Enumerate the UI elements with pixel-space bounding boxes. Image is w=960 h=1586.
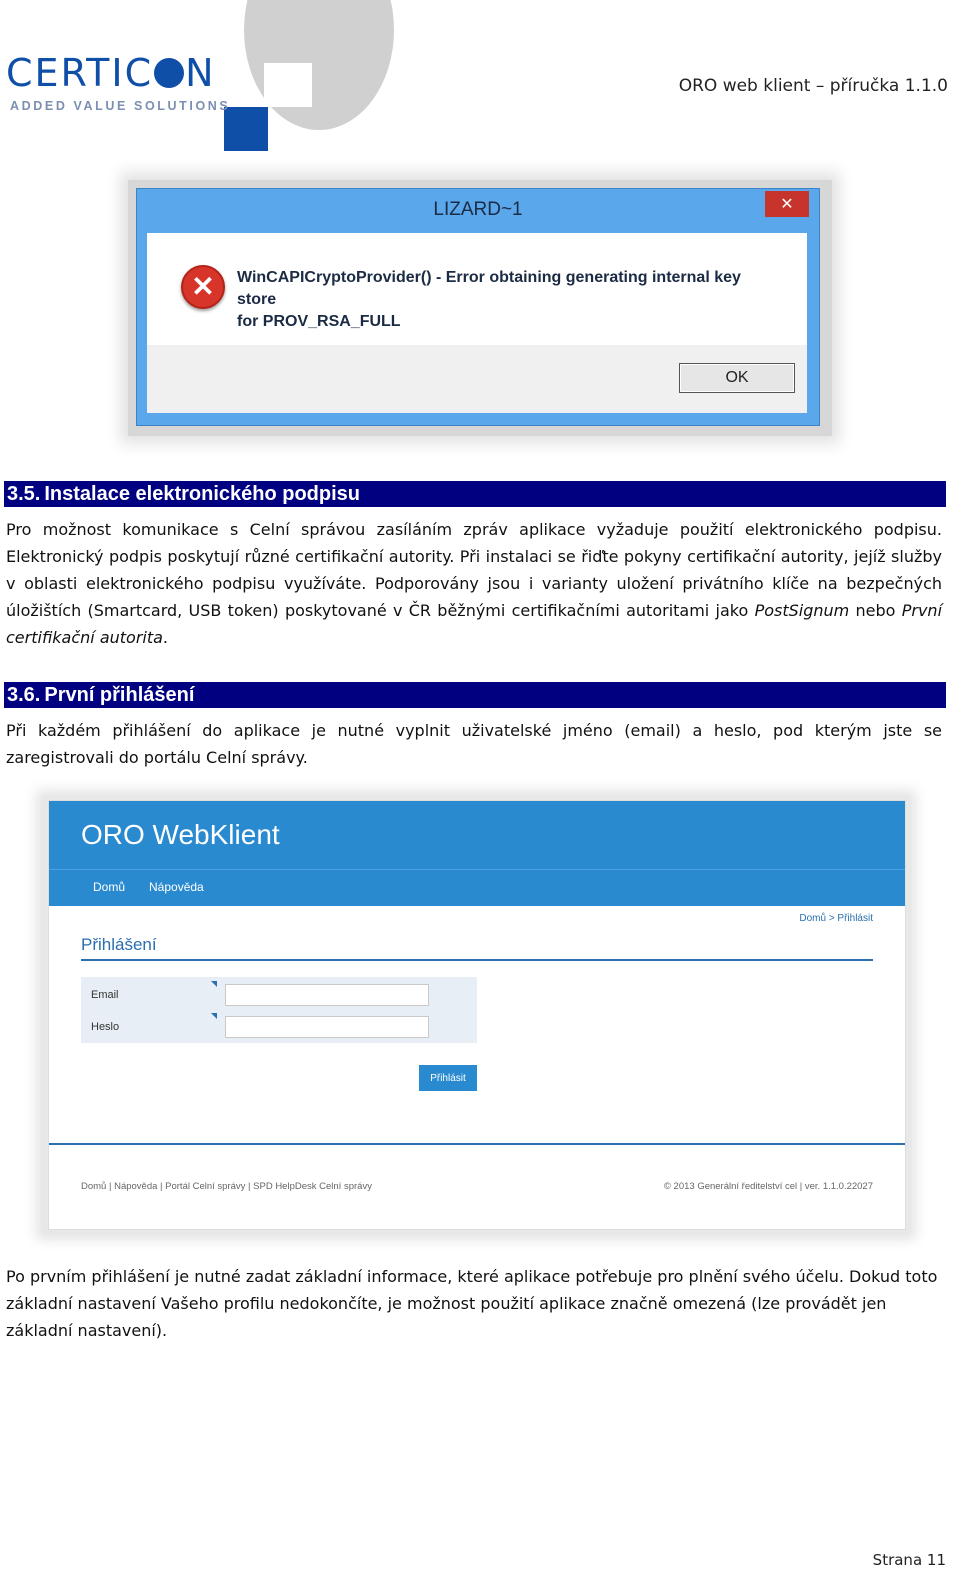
section-title: Instalace elektronického podpisu: [44, 483, 361, 505]
footer-copyright: © 2013 Generální ředitelství cel | ver. 1.1.0.22027: [663, 1181, 873, 1192]
nav-item-napoveda[interactable]: Nápověda: [149, 880, 204, 894]
breadcrumb[interactable]: Domů > Přihlásit: [799, 913, 873, 924]
section-3-5-paragraph: [6, 516, 942, 651]
login-screenshot: [48, 800, 906, 1230]
section-title: První přihlášení: [44, 684, 195, 706]
logo-text-right: N: [185, 51, 216, 95]
required-marker-icon: [211, 1013, 217, 1019]
login-form: [81, 977, 477, 1043]
error-message-line1: WinCAPICryptoProvider() - Error obtaining generating internal key store: [237, 269, 741, 308]
emphasis-postsignum: PostSignum: [754, 601, 850, 620]
logo-white-square: [264, 63, 312, 107]
ok-button[interactable]: OK: [679, 363, 795, 393]
main-nav: [49, 869, 905, 906]
app-header: [49, 801, 905, 905]
error-dialog: [136, 188, 820, 426]
emphasis-prvni-ca: První certifikační autorita: [6, 601, 943, 647]
heading-divider: [81, 959, 873, 961]
email-label: Email: [91, 989, 119, 1001]
logo-wordmark: [6, 51, 216, 95]
error-message: [237, 267, 777, 333]
section-heading-3-5: [4, 481, 946, 507]
paragraph-text: nebo: [849, 601, 902, 620]
footer-divider: [49, 1143, 905, 1145]
password-label: Heslo: [91, 1021, 120, 1033]
login-button[interactable]: Přihlásit: [419, 1065, 477, 1091]
closing-paragraph: Po prvním přihlášení je nutné zadat základní informace, které aplikace potřebuje pro plnění svého účelu. Dokud toto základní nastavení Vašeho profilu nedokončíte, je možnost použití aplikace značně omezená (lze provádět jen základní nastavení).: [6, 1267, 938, 1340]
section-number: 3.5.: [7, 483, 41, 505]
error-message-line2: for PROV_RSA_FULL: [237, 313, 401, 330]
document-title: ORO web klient – příručka 1.1.0: [678, 76, 948, 96]
page-number: Strana 11: [872, 1551, 946, 1569]
password-field[interactable]: [225, 1016, 429, 1038]
nav-item-domu[interactable]: Domů: [93, 880, 126, 894]
section-number: 3.6.: [7, 684, 41, 706]
logo-text-left: CERTIC: [6, 51, 154, 95]
login-heading: Přihlášení: [81, 935, 157, 954]
paragraph-text: Pro možnost komunikace s Celní správou zasíláním zpráv aplikace vyžaduje použití elektronického podpisu. Elektronický podpis poskytují různé certifikační autority. Při instalaci se řiďte pokyny certifikační autority, jejíž služby v oblasti elektronického podpisu využíváte. Podporovány jsou i varianty uložení privátního klíče na bezpečných úložištích (Smartcard, USB token) poskytované v ČR běžnými certifikačními autoritami jako: [6, 520, 942, 620]
logo-subtitle: ADDED VALUE SOLUTIONS: [10, 99, 231, 113]
dialog-title: LIZARD~1: [433, 199, 523, 220]
error-icon: ✕: [181, 265, 225, 309]
paragraph-text: .: [162, 628, 169, 647]
app-brand: ORO WebKlient: [81, 819, 280, 850]
footer-links[interactable]: Domů | Nápověda | Portál Celní správy | SPD HelpDesk Celní správy: [81, 1181, 372, 1192]
logo-o-dot: [154, 58, 184, 88]
dialog-body: [147, 233, 807, 413]
email-field[interactable]: [225, 984, 429, 1006]
section-heading-3-6: [4, 682, 946, 708]
close-icon[interactable]: ✕: [765, 191, 809, 217]
logo-blue-square: [224, 107, 268, 151]
required-marker-icon: [211, 981, 217, 987]
section-3-6-paragraph: Při každém přihlášení do aplikace je nutné vyplnit uživatelské jméno (email) a heslo, pod kterým jste se zaregistrovali do portálu Celní správy.: [6, 721, 942, 767]
